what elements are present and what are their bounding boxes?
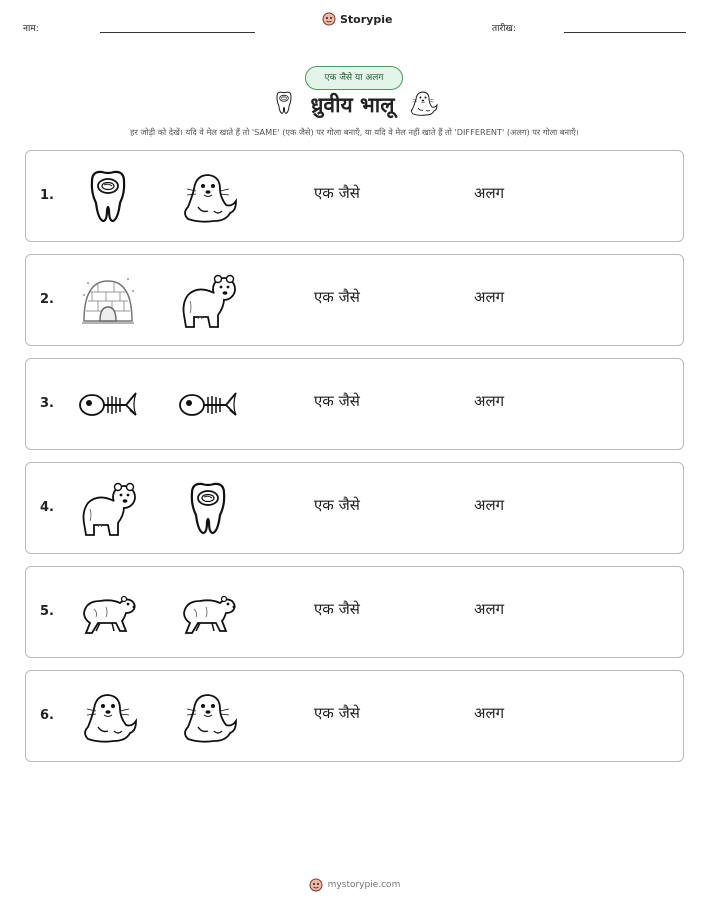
tooth-icon — [78, 167, 138, 227]
different-option[interactable]: अलग — [474, 184, 505, 202]
question-number: 4. — [40, 500, 54, 515]
polar-bear-icon — [78, 479, 138, 539]
question-number: 3. — [40, 396, 54, 411]
title-row — [0, 88, 709, 122]
date-field[interactable] — [564, 32, 686, 33]
seal-icon — [78, 687, 138, 747]
walking-bear-icon — [78, 583, 138, 643]
tooth-icon — [271, 90, 297, 120]
page-title: ध्रुवीय भालू — [310, 93, 395, 117]
question-card-2 — [25, 254, 684, 346]
footer-site-link[interactable]: mystorypie.com — [327, 880, 401, 890]
different-option[interactable]: अलग — [474, 392, 505, 410]
date-label: तारीख: — [492, 24, 516, 34]
different-option[interactable]: अलग — [474, 704, 505, 722]
polar-bear-icon — [178, 271, 238, 331]
walking-bear-icon — [178, 583, 238, 643]
footer — [0, 878, 709, 892]
question-number: 2. — [40, 292, 54, 307]
seal-icon — [178, 167, 238, 227]
name-label: नाम: — [23, 24, 39, 34]
question-card-5 — [25, 566, 684, 658]
question-number: 5. — [40, 604, 54, 619]
different-option[interactable]: अलग — [474, 288, 505, 306]
storypie-mascot-icon — [309, 878, 323, 892]
brand-name: Storypie — [340, 12, 393, 26]
question-card-6 — [25, 670, 684, 762]
question-card-4 — [25, 462, 684, 554]
different-option[interactable]: अलग — [474, 600, 505, 618]
fish-skeleton-icon — [78, 375, 138, 435]
storypie-mascot-icon — [322, 12, 336, 26]
same-option[interactable]: एक जैसे — [314, 600, 360, 618]
question-card-3 — [25, 358, 684, 450]
igloo-icon — [78, 271, 138, 331]
fish-skeleton-icon — [178, 375, 238, 435]
seal-icon — [408, 88, 438, 122]
seal-icon — [178, 687, 238, 747]
tooth-icon — [178, 479, 238, 539]
question-card-1 — [25, 150, 684, 242]
same-option[interactable]: एक जैसे — [314, 392, 360, 410]
worksheet-header — [0, 0, 709, 50]
name-field[interactable] — [100, 32, 255, 33]
same-option[interactable]: एक जैसे — [314, 704, 360, 722]
instructions: हर जोड़ी को देखें। यदि वे मेल खाते हैं तो 'SAME' (एक जैसे) पर गोला बनाएँ, या यदि वे मेल नहीं खाते हैं तो 'DIFFERENT' (अलग) पर गोला बनाएँ। — [130, 127, 579, 137]
same-option[interactable]: एक जैसे — [314, 184, 360, 202]
question-number: 1. — [40, 188, 54, 203]
same-option[interactable]: एक जैसे — [314, 288, 360, 306]
same-option[interactable]: एक जैसे — [314, 496, 360, 514]
brand-logo — [322, 12, 392, 26]
worksheet-type-badge: एक जैसे या अलग — [305, 66, 403, 90]
different-option[interactable]: अलग — [474, 496, 505, 514]
question-number: 6. — [40, 708, 54, 723]
